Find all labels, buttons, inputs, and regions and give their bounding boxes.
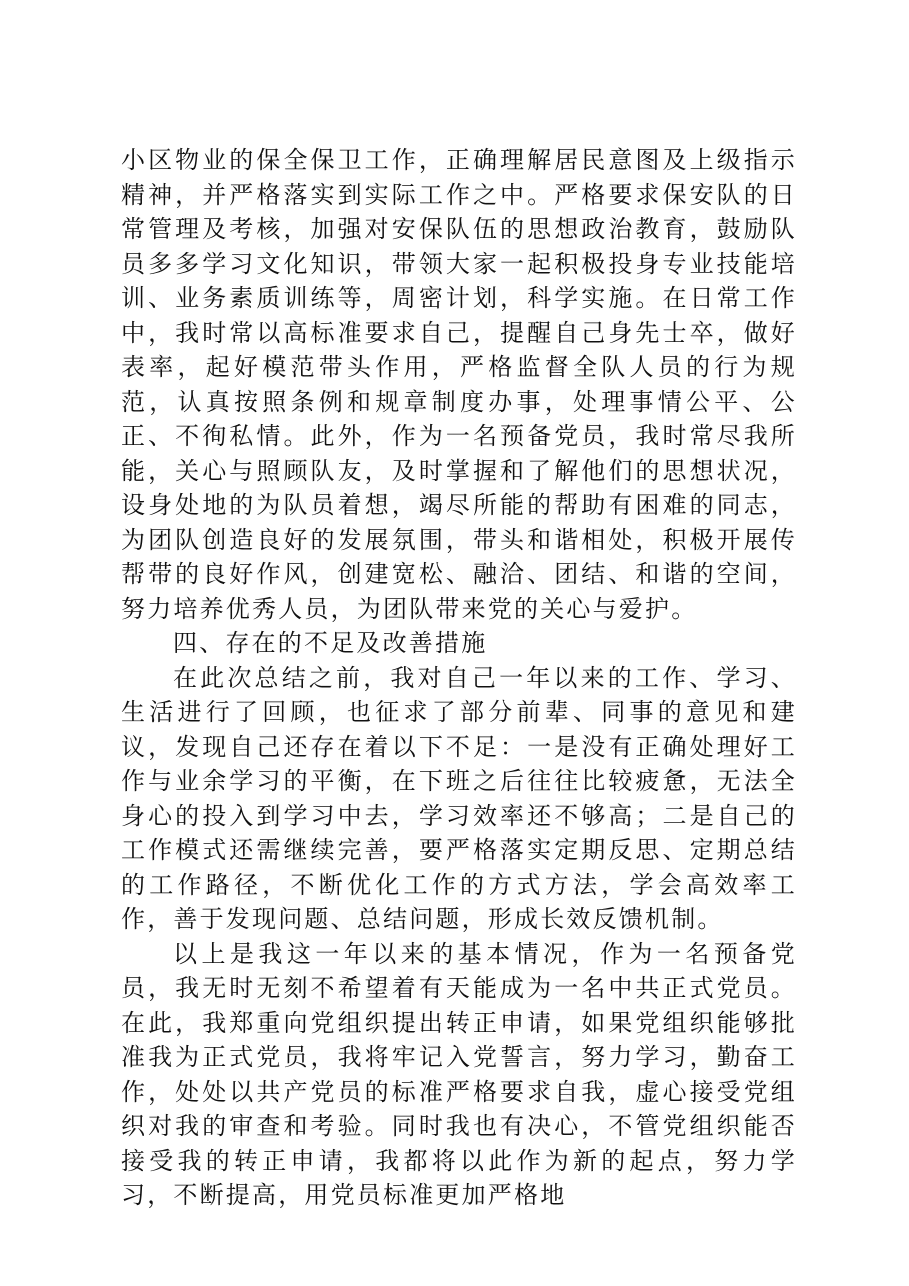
paragraph-security-work: 小区物业的保全保卫工作，正确理解居民意图及上级指示精神，并严格落实到实际工作之中。严格要求保安队的日常管理及考核，加强对安保队伍的思想政治教育，鼓励队员多多学习文化知识，带领大家一起积极投身专业技能培训、业务素质训练等，周密计划，科学实施。在日常工作中，我时常以高标准要求自己，提醒自己身先士卒，做好表率，起好模范带头作用，严格监督全队人员的行为规范，认真按照条例和规章制度办事，处理事情公平、公正、不徇私情。此外，作为一名预备党员，我时常尽我所能，关心与照顾队友，及时掌握和了解他们的思想状况，设身处地的为队员着想，竭尽所能的帮助有困难的同志，为团队创造良好的发展氛围，带头和谐相处，积极开展传帮带的良好作风，创建宽松、融洽、团结、和谐的空间，努力培养优秀人员，为团队带来党的关心与爱护。 [121,146,797,623]
document-body [121,143,797,1213]
paragraph-shortcomings: 在此次总结之前，我对自己一年以来的工作、学习、生活进行了回顾，也征求了部分前辈、同事的意见和建议，发现自己还存在着以下不足：一是没有正确处理好工作与业余学习的平衡，在下班之后往往比较疲惫，无法全身心的投入到学习中去，学习效率还不够高；二是自己的工作模式还需继续完善，要严格落实定期反思、定期总结的工作路径，不断优化工作的方式方法，学会高效率工作，善于发现问题、总结问题，形成长效反馈机制。 [121,663,797,933]
paragraph-conclusion: 以上是我这一年以来的基本情况，作为一名预备党员，我无时无刻不希望着有天能成为一名中共正式党员。在此，我郑重向党组织提出转正申请，如果党组织能够批准我为正式党员，我将牢记入党誓言，努力学习，勤奋工作，处处以共产党员的标准严格要求自我，虚心接受党组织对我的审查和考验。同时我也有决心，不管党组织能否接受我的转正申请，我都将以此作为新的起点，努力学习，不断提高，用党员标准更加严格地 [121,939,797,1209]
section-heading-shortcomings: 四、存在的不足及改善措施 [173,629,488,657]
